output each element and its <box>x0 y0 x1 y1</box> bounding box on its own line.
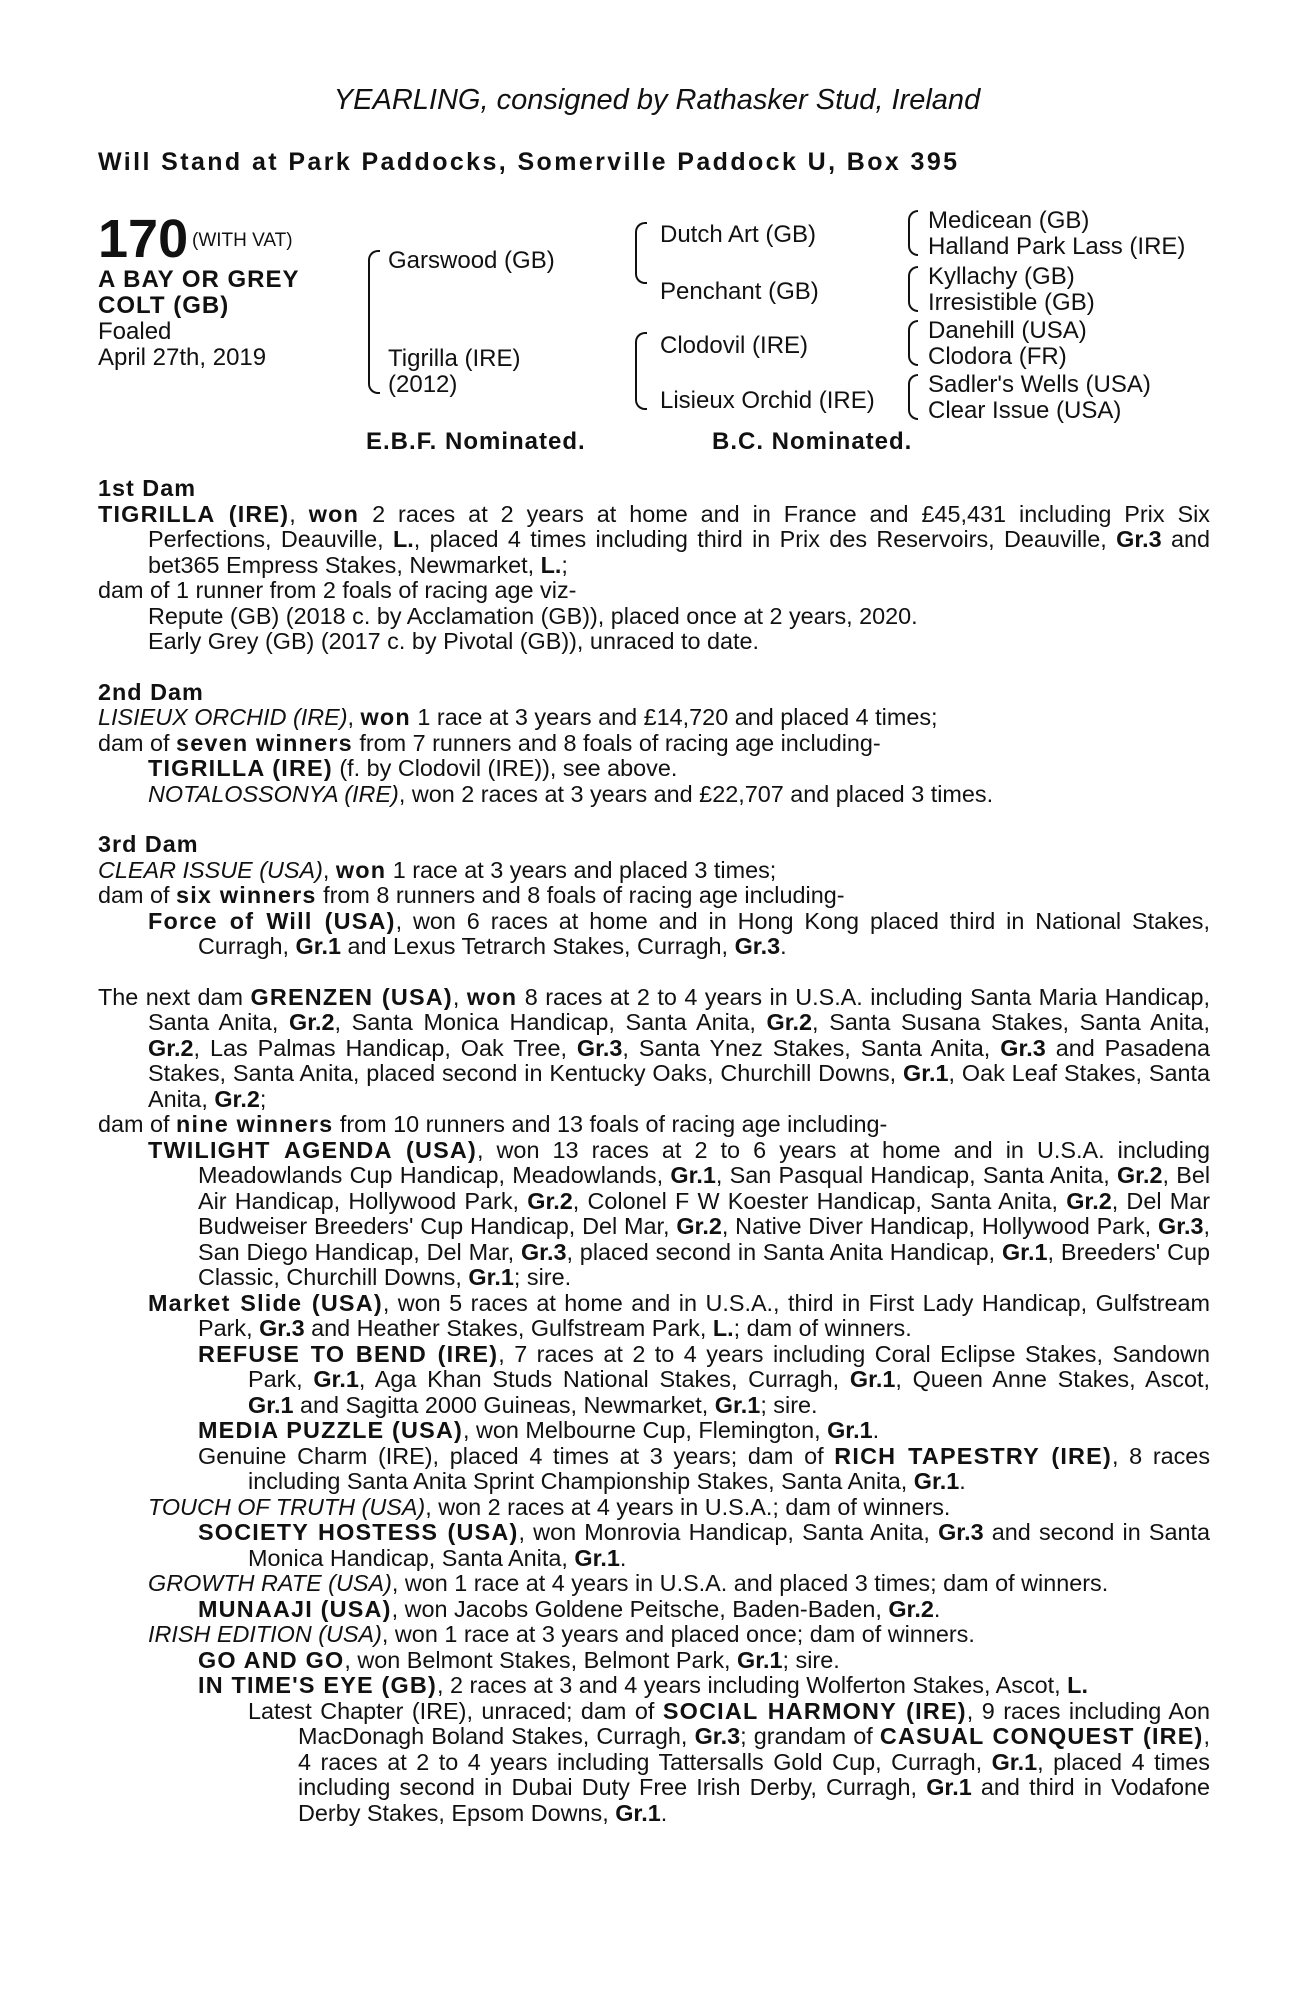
second-dam-produce-summary: dam of seven winners from 7 runners and 8 foals of racing age including- <box>98 729 881 756</box>
lot-description-2: COLT (GB) <box>98 292 230 319</box>
vat-note: (WITH VAT) <box>192 230 293 251</box>
produce-item: MEDIA PUZZLE (USA), won Melbourne Cup, Flemington, Gr.1. <box>198 1417 880 1443</box>
pedigree-g5: Danehill (USA) <box>928 317 1087 344</box>
pedigree-bracket-g4 <box>908 374 918 420</box>
produce-item: Repute (GB) (2018 c. by Acclamation (GB)), placed once at 2 years, 2020. <box>148 602 918 629</box>
stand-location: Will Stand at Park Paddocks, Somerville Paddock U, Box 395 <box>98 148 960 176</box>
next-dam-record: The next dam GRENZEN (USA), won 8 races at 2 to 4 years in U.S.A. including Santa Maria Handicap, Santa Anita, Gr.2, Santa Monica Handicap, Santa Anita, Gr.2, Santa Susana Stakes, Santa Anita, Gr.2, Las Palmas Handicap, Oak Tree, Gr.3, Santa Ynez Stakes, Santa Anita, Gr.3 and Pasadena Stakes, Santa Anita, placed second in Kentucky Oaks, Churchill Downs, Gr.1, Oak Leaf Stakes, Santa Anita, Gr.2; <box>98 983 1211 1112</box>
third-dam-produce-summary: dam of six winners from 8 runners and 8 foals of racing age including- <box>98 882 845 908</box>
first-dam-name: TIGRILLA (IRE) <box>98 500 290 527</box>
ebf-nominated: E.B.F. Nominated. <box>366 428 586 455</box>
produce-item: Force of Will (USA), won 6 races at home and in Hong Kong placed third in National Stakes, Curragh, Gr.1 and Lexus Tetrarch Stakes, Curragh, Gr.3. <box>148 907 1210 959</box>
pedigree-dam-dam: Lisieux Orchid (IRE) <box>660 387 875 414</box>
pedigree-bracket-g2 <box>908 266 918 312</box>
second-dam-record: LISIEUX ORCHID (IRE), won 1 race at 3 years and £14,720 and placed 4 times; <box>98 704 938 730</box>
produce-item: GROWTH RATE (USA), won 1 race at 4 years in U.S.A. and placed 3 times; dam of winners. <box>148 1570 1109 1596</box>
pedigree-g1: Medicean (GB) <box>928 207 1090 234</box>
produce-item: MUNAAJI (USA), won Jacobs Goldene Peitsche, Baden-Baden, Gr.2. <box>198 1595 941 1622</box>
first-dam-heading: 1st Dam <box>98 475 197 501</box>
produce-item: Early Grey (GB) (2017 c. by Pivotal (GB)), unraced to date. <box>148 628 759 654</box>
pedigree-g3: Kyllachy (GB) <box>928 263 1075 290</box>
third-dam-record: CLEAR ISSUE (USA), won 1 race at 3 years and placed 3 times; <box>98 856 777 883</box>
produce-item: TOUCH OF TRUTH (USA), won 2 races at 4 years in U.S.A.; dam of winners. <box>148 1493 951 1520</box>
page-title: YEARLING, consigned by Rathasker Stud, Ireland <box>333 84 981 116</box>
catalogue-text <box>98 476 1210 1826</box>
produce-item: Genuine Charm (IRE), placed 4 times at 3 years; dam of RICH TAPESTRY (IRE), 8 races including Santa Anita Sprint Championship Stakes, Santa Anita, Gr.1. <box>198 1442 1211 1494</box>
second-dam-name: LISIEUX ORCHID (IRE) <box>98 704 348 730</box>
produce-item: TWILIGHT AGENDA (USA), won 13 races at 2 to 6 years at home and in U.S.A. including Meadowlands Cup Handicap, Meadowlands, Gr.1, San Pasqual Handicap, Santa Anita, Gr.2, Bel Air Handicap, Hollywood Park, Gr.2, Colonel F W Koester Handicap, Santa Anita, Gr.2, Del Mar Budweiser Breeders' Cup Handicap, Del Mar, Gr.2, Native Diver Handicap, Hollywood Park, Gr.3, San Diego Handicap, Del Mar, Gr.3, placed second in Santa Anita Handicap, Gr.1, Breeders' Cup Classic, Churchill Downs, Gr.1; sire. <box>148 1136 1211 1290</box>
pedigree-g4: Irresistible (GB) <box>928 289 1095 316</box>
pedigree-dam: Tigrilla (IRE) <box>388 345 521 372</box>
produce-item: TIGRILLA (IRE) (f. by Clodovil (IRE)), see above. <box>148 755 678 781</box>
produce-item: Latest Chapter (IRE), unraced; dam of SOCIAL HARMONY (IRE), 9 races including Aon MacDonagh Boland Stakes, Curragh, Gr.3; grandam of CASUAL CONQUEST (IRE), 4 races at 2 to 4 years including Tattersalls Gold Cup, Curragh, Gr.1, placed 4 times including second in Dubai Duty Free Irish Derby, Curragh, Gr.1 and third in Vodafone Derby Stakes, Epsom Downs, Gr.1. <box>248 1697 1211 1826</box>
next-dam-produce-summary: dam of nine winners from 10 runners and 13 foals of racing age including- <box>98 1111 888 1137</box>
pedigree-dam-sire: Clodovil (IRE) <box>660 332 809 359</box>
lot-description-1: A BAY OR GREY <box>98 266 300 293</box>
produce-item: Market Slide (USA), won 5 races at home and in U.S.A., third in First Lady Handicap, Gulfstream Park, Gr.3 and Heather Stakes, Gulfstream Park, L.; dam of winners. <box>148 1289 1210 1341</box>
third-dam-heading: 3rd Dam <box>98 831 199 857</box>
produce-item: IN TIME'S EYE (GB), 2 races at 3 and 4 years including Wolferton Stakes, Ascot, L. <box>198 1672 1088 1698</box>
foaled-date: April 27th, 2019 <box>98 344 267 371</box>
foaled-label: Foaled <box>98 318 172 345</box>
pedigree-bracket-dam <box>635 332 647 410</box>
pedigree-g6: Clodora (FR) <box>928 343 1067 370</box>
first-dam-record: TIGRILLA (IRE), won 2 races at 2 years at home and in France and £45,431 including Prix Six Perfections, Deauville, L., placed 4 times including third in Prix des Reservoirs, Deauville, Gr.3 and bet365 Empress Stakes, Newmarket, L.; <box>98 500 1211 578</box>
lot-number: 170 <box>98 209 189 269</box>
pedigree-bracket-sire <box>635 222 647 284</box>
second-dam-heading: 2nd Dam <box>98 678 204 705</box>
produce-item: GO AND GO, won Belmont Stakes, Belmont Park, Gr.1; sire. <box>198 1646 840 1673</box>
pedigree-sire: Garswood (GB) <box>388 247 555 274</box>
pedigree-bracket-g1 <box>908 210 918 256</box>
produce-item: REFUSE TO BEND (IRE), 7 races at 2 to 4 years including Coral Eclipse Stakes, Sandown Park, Gr.1, Aga Khan Studs National Stakes, Curragh, Gr.1, Queen Anne Stakes, Ascot, Gr.1 and Sagitta 2000 Guineas, Newmarket, Gr.1; sire. <box>198 1340 1211 1418</box>
bc-nominated: B.C. Nominated. <box>712 428 913 455</box>
pedigree-sire-sire: Dutch Art (GB) <box>660 221 817 248</box>
produce-item: NOTALOSSONYA (IRE), won 2 races at 3 years and £22,707 and placed 3 times. <box>148 780 994 807</box>
produce-item: IRISH EDITION (USA), won 1 race at 3 years and placed once; dam of winners. <box>148 1621 975 1647</box>
pedigree-bracket-gen1 <box>368 250 380 394</box>
produce-item: SOCIETY HOSTESS (USA), won Monrovia Handicap, Santa Anita, Gr.3 and second in Santa Monica Handicap, Santa Anita, Gr.1. <box>198 1519 1211 1571</box>
pedigree-g2: Halland Park Lass (IRE) <box>928 233 1186 260</box>
first-dam-produce-summary: dam of 1 runner from 2 foals of racing age viz- <box>98 577 577 603</box>
third-dam-name: CLEAR ISSUE (USA) <box>98 856 323 883</box>
pedigree-sire-dam: Penchant (GB) <box>660 278 819 305</box>
pedigree-g7: Sadler's Wells (USA) <box>928 371 1151 398</box>
pedigree-bracket-g3 <box>908 320 918 366</box>
pedigree-dam-year: (2012) <box>388 371 458 398</box>
pedigree-g8: Clear Issue (USA) <box>928 397 1122 424</box>
